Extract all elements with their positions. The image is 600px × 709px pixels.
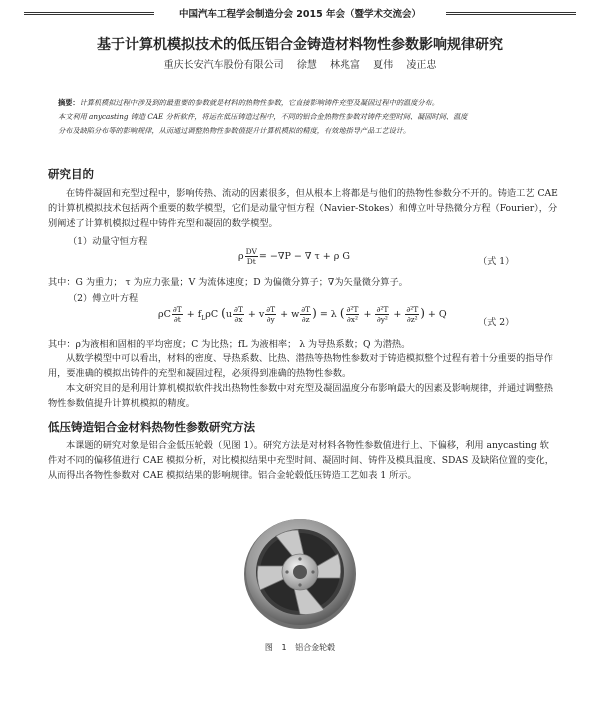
conference-name: 中国汽车工程学会制造分会 2015 年会（暨学术交流会） [178, 9, 422, 20]
paper-title: 基于计算机模拟技术的低压铝合金铸造材料物性参数影响规律研究 [97, 37, 503, 53]
momentum-equation: ρ $\frac{DV}{Dt}$ = −∇P − ∇ τ + ρ G [238, 247, 350, 266]
section-heading-method: 低压铸造铝合金材料热物性参数研究方法 [48, 420, 255, 434]
figure-1-caption: 图 1 铝合金轮毂 [264, 643, 336, 652]
header-rule-right [446, 12, 576, 15]
running-header [24, 6, 576, 24]
wheel-hub-image [238, 510, 362, 634]
header-rule-left [24, 12, 154, 15]
section-heading-purpose: 研究目的 [48, 167, 94, 181]
equation-1-label: （1）动量守恒方程 [68, 236, 148, 247]
purpose-paragraph-1: 在铸件凝固和充型过程中，影响传热、流动的因素很多，但从根本上将都是与他们的热物性参数分不开的。铸造工艺 CAE 的计算机模拟技术包括两个重要的数学模型，它们是动量守恒方程（Navier-Stokes）和傅立叶导热微分方程（Fourier），分别阐述了计算机模拟过程中铸件充型和凝固的数学模型。 [48, 188, 558, 229]
fourier-equation: ρC $\frac{\partial T}{\partial t}$ + $f_L\rho C$ (u $\frac{\partial T}{\partial x}$ + v $\frac{\partial T}{\partial y}$ + w $\frac{\partial T}{\partial z}$ ) = λ ( $\frac{\text{∂²T}}{\text{∂x²}}$ + $\frac{\text{∂²T}}{\text{∂y²}}$ + $\frac{\text{∂²T}}{\text{∂z²}}$ ) + Q [158, 305, 447, 324]
abstract-label: 摘要： [58, 98, 80, 107]
equation-1-where: 其中：G 为重力； τ 为应力张量；V 为流体速度；D 为偏微分算子；∇为矢量微分算子。 [48, 277, 408, 288]
equation-2-label: （2）傅立叶方程 [68, 293, 139, 304]
author-line: 重庆长安汽车股份有限公司 徐慧 林兆富 夏伟 凌正忠 [163, 60, 437, 71]
purpose-paragraph-2: 从数学模型中可以看出，材料的密度、导热系数、比热、潜热等热物性参数对于铸造模拟整个过程有着十分重要的指导作用，要准确的模拟出铸件的充型和凝固过程，必须得到准确的热物性参数。 [48, 353, 553, 379]
equation-2-where: 其中：ρ为液相和固相的平均密度；C 为比热；fL 为液相率； λ 为导热系数；Q 为潜热。 [48, 339, 411, 350]
abstract-line-3: 分布及缺陷分布等的影响规律，从而通过调整热物性参数值提升计算机模拟的精度，有效地指导产品工艺设计。 [58, 126, 411, 135]
abstract-line-2: 本文利用 anycasting 铸造 CAE 分析软件，将运在低压铸造过程中，不同的铝合金热物性参数对铸件充型时间、凝固时间、温度 [58, 112, 468, 121]
method-paragraph-1: 本课题的研究对象是铝合金低压轮毂（见图 1）。研究方法是对材料各物性参数值进行上、下偏移，利用 anycasting 软件对不同的偏移值进行 CAE 模拟分析，对比模拟结果中充型时间、凝固时间、铸件及模具温度、SDAS 及缺陷位置的变化，从而得出各物性参数对 CAE 模拟结果的影响规律。铝合金轮毂低压铸造工艺如表 1 所示。 [48, 440, 554, 481]
equation-2-number: （式 2） [478, 317, 515, 328]
abstract [58, 96, 556, 138]
wheel-hub-figure [238, 510, 362, 634]
abstract-line-1: 摘要：计算机模拟过程中涉及到的最重要的参数就是材料的热物性参数，它直接影响铸件充型及凝固过程中的温度分布。 [58, 98, 439, 107]
equation-1-number: （式 1） [478, 256, 515, 267]
purpose-paragraph-3: 本文研究目的是利用计算机模拟软件找出热物性参数中对充型及凝固温度分布影响最大的因素及影响规律，并通过调整热物性参数值提升计算机模拟的精度。 [48, 383, 553, 409]
